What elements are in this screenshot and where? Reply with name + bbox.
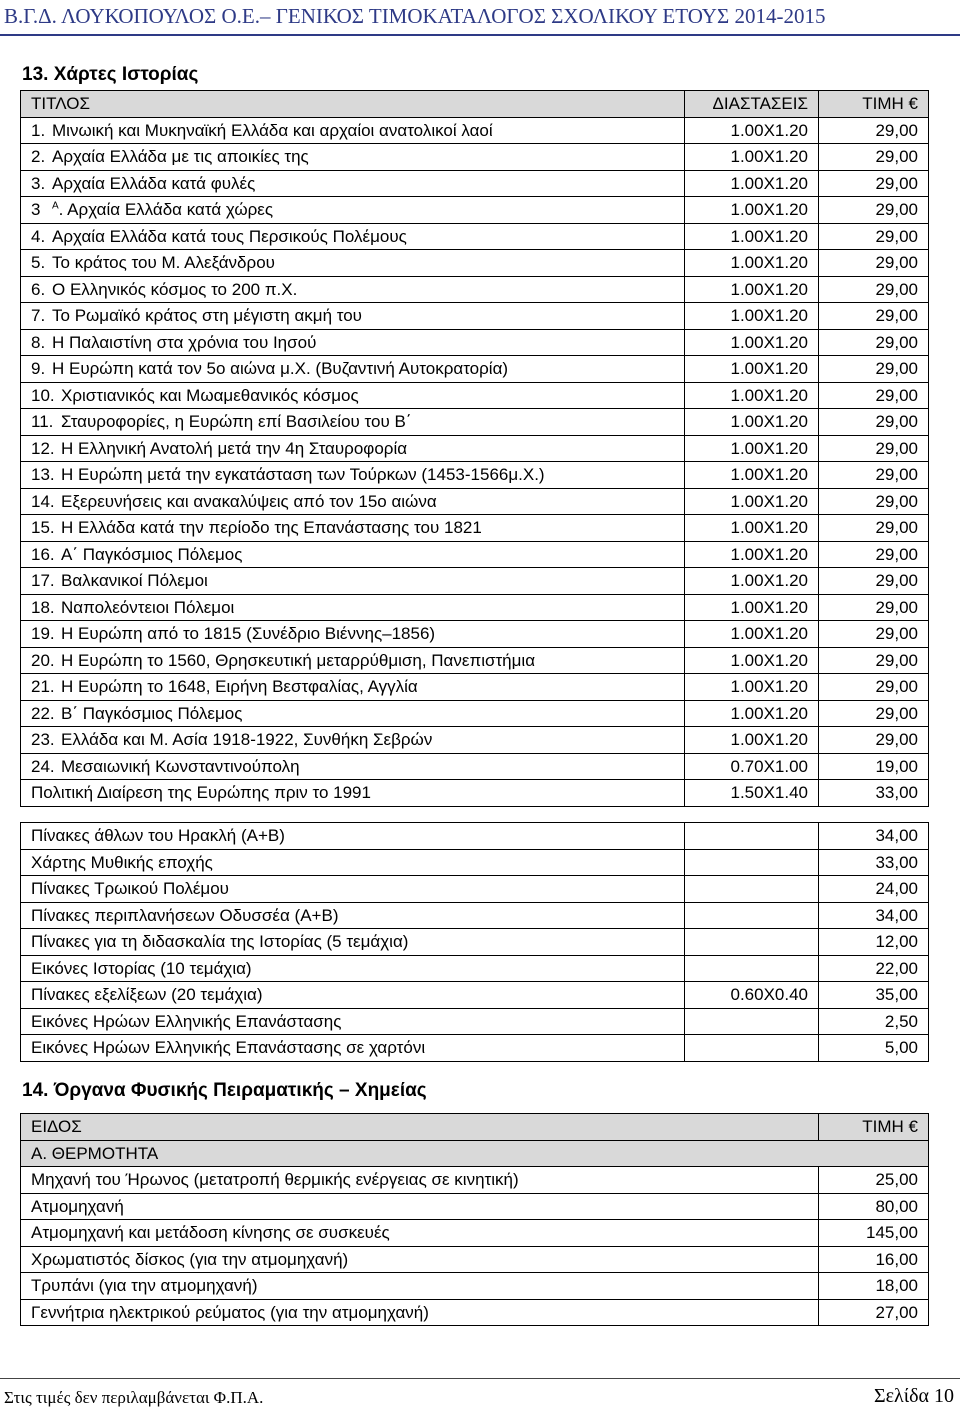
map-title-cell: [21, 329, 685, 356]
instrument-price: 27,00: [819, 1299, 929, 1326]
map-dimensions: 0.70Χ1.00: [685, 753, 819, 780]
map-title-cell: [21, 170, 685, 197]
chart-dimensions: 0.60Χ0.40: [685, 982, 819, 1009]
chart-dimensions: [685, 876, 819, 903]
map-number: 15.: [31, 518, 55, 538]
chart-title: Πίνακες για τη διδασκαλία της Ιστορίας (5 τεμάχια): [21, 929, 685, 956]
map-title: Αρχαία Ελλάδα κατά φυλές: [52, 173, 256, 193]
page-number: Σελίδα 10: [873, 1385, 954, 1407]
chart-price: 34,00: [819, 823, 929, 850]
table-row: [21, 700, 929, 727]
map-dimensions: 1.00Χ1.20: [685, 462, 819, 489]
map-number: 14.: [31, 491, 55, 511]
map-title-cell: [21, 515, 685, 542]
table-row: [21, 170, 929, 197]
chart-price: 2,50: [819, 1008, 929, 1035]
map-title-cell: [21, 356, 685, 383]
map-dimensions: 1.00Χ1.20: [685, 541, 819, 568]
header-kind-cell: ΕΙΔΟΣ: [21, 1114, 819, 1141]
table-row: [21, 727, 929, 754]
table-row: [21, 780, 929, 807]
table-row: [21, 1035, 929, 1062]
map-dimensions: 1.00Χ1.20: [685, 197, 819, 224]
table-row: [21, 876, 929, 903]
map-title-cell: [21, 276, 685, 303]
table-row: [21, 1193, 929, 1220]
map-dimensions: 1.00Χ1.20: [685, 329, 819, 356]
map-title-cell: [21, 541, 685, 568]
map-price: 29,00: [819, 462, 929, 489]
table-row: [21, 674, 929, 701]
instrument-title: Μηχανή του Ήρωνος (μετατροπή θερμικής ενέργειας σε κινητική): [21, 1167, 819, 1194]
table-row: [21, 823, 929, 850]
map-price: 33,00: [819, 780, 929, 807]
table-row: [21, 276, 929, 303]
map-title-cell: [21, 144, 685, 171]
instrument-title: Ατμομηχανή και μετάδοση κίνησης σε συσκευές: [21, 1220, 819, 1247]
map-title-cell: [21, 700, 685, 727]
map-price: 29,00: [819, 488, 929, 515]
map-title-cell: [21, 594, 685, 621]
map-title: Μεσαιωνική Κωνσταντινούπολη: [61, 756, 300, 776]
chart-title: Πίνακες περιπλανήσεων Οδυσσέα (Α+Β): [21, 902, 685, 929]
chart-dimensions: [685, 955, 819, 982]
map-title-cell: [21, 462, 685, 489]
table-row: [21, 929, 929, 956]
table-row: [21, 144, 929, 171]
map-price: 29,00: [819, 276, 929, 303]
table-row: [21, 647, 929, 674]
map-dimensions: 1.00Χ1.20: [685, 674, 819, 701]
category-label: Α. ΘΕΡΜΟΤΗΤΑ: [21, 1140, 929, 1167]
map-dimensions: 1.00Χ1.20: [685, 409, 819, 436]
map-number: 2.: [31, 147, 46, 167]
instrument-price: 25,00: [819, 1167, 929, 1194]
table-row: [21, 488, 929, 515]
map-title-cell: [21, 727, 685, 754]
map-dimensions: 1.50Χ1.40: [685, 780, 819, 807]
table-row: [21, 1273, 929, 1300]
map-title: Πολιτική Διαίρεση της Ευρώπης πριν το 1991: [31, 783, 371, 803]
map-dimensions: 1.00Χ1.20: [685, 515, 819, 542]
map-price: 29,00: [819, 303, 929, 330]
chart-price: 35,00: [819, 982, 929, 1009]
map-dimensions: 1.00Χ1.20: [685, 727, 819, 754]
map-number: 1.: [31, 120, 46, 140]
map-number: 11.: [31, 412, 54, 432]
header-price-cell: ΤΙΜΗ €: [819, 1114, 929, 1141]
category-row: [21, 1140, 929, 1167]
map-number: 19.: [31, 624, 55, 644]
map-title: Η Ελλάδα κατά την περίοδο της Επανάστασης του 1821: [61, 518, 482, 538]
map-number: 13.: [31, 465, 55, 485]
map-title-cell: [21, 250, 685, 277]
map-dimensions: 1.00Χ1.20: [685, 568, 819, 595]
table-row: [21, 1246, 929, 1273]
map-title: Η Ευρώπη μετά την εγκατάσταση των Τούρκων (1453-1566μ.Χ.): [61, 465, 545, 485]
table-header-row: [21, 1114, 929, 1141]
map-dimensions: 1.00Χ1.20: [685, 223, 819, 250]
map-title: Το κράτος του Μ. Αλεξάνδρου: [52, 253, 275, 273]
table-row: [21, 117, 929, 144]
chart-price: 12,00: [819, 929, 929, 956]
map-dimensions: 1.00Χ1.20: [685, 303, 819, 330]
map-number: 16.: [31, 544, 55, 564]
chart-dimensions: [685, 1035, 819, 1062]
table-row: [21, 541, 929, 568]
map-price: 29,00: [819, 647, 929, 674]
table-row: [21, 409, 929, 436]
map-price: 29,00: [819, 382, 929, 409]
chart-price: 24,00: [819, 876, 929, 903]
map-price: 29,00: [819, 541, 929, 568]
chart-dimensions: [685, 823, 819, 850]
map-price: 29,00: [819, 621, 929, 648]
table-row: [21, 594, 929, 621]
map-title-cell: [21, 568, 685, 595]
header-title-cell: ΤΙΤΛΟΣ: [21, 91, 685, 118]
map-title: Η Ελληνική Ανατολή μετά την 4η Σταυροφορία: [61, 438, 408, 458]
map-dimensions: 1.00Χ1.20: [685, 276, 819, 303]
table-header-row: [21, 91, 929, 118]
map-price: 29,00: [819, 515, 929, 542]
map-title-cell: [21, 409, 685, 436]
map-number: 17.: [31, 571, 55, 591]
map-title-cell: [21, 674, 685, 701]
map-price: 19,00: [819, 753, 929, 780]
chart-title: Εικόνες Ηρώων Ελληνικής Επανάστασης: [21, 1008, 685, 1035]
page-header: [0, 0, 960, 40]
map-price: 29,00: [819, 700, 929, 727]
instrument-price: 16,00: [819, 1246, 929, 1273]
map-dimensions: 1.00Χ1.20: [685, 356, 819, 383]
table-row: [21, 356, 929, 383]
map-price: 29,00: [819, 727, 929, 754]
chart-dimensions: [685, 1008, 819, 1035]
map-number: 21.: [31, 677, 55, 697]
table-row: [21, 382, 929, 409]
table-row: [21, 1008, 929, 1035]
map-dimensions: 1.00Χ1.20: [685, 647, 819, 674]
header-divider: [0, 34, 960, 36]
table-row: [21, 1167, 929, 1194]
map-number: 5.: [31, 253, 46, 273]
map-title-cell: [21, 780, 685, 807]
map-dimensions: 1.00Χ1.20: [685, 435, 819, 462]
history-maps-table: [20, 90, 929, 807]
map-price: 29,00: [819, 117, 929, 144]
header-title: Β.Γ.Δ. ΛΟΥΚΟΠΟΥΛΟΣ Ο.Ε.– ΓΕΝΙΚΟΣ ΤΙΜΟΚΑΤΑΛΟΓΟΣ ΣΧΟΛΙΚΟΥ ΕΤΟΥΣ 2014-2015: [4, 4, 826, 28]
table-row: [21, 982, 929, 1009]
map-number: 6.: [31, 279, 46, 299]
header-price-cell: ΤΙΜΗ €: [819, 91, 929, 118]
map-number: 12.: [31, 438, 55, 458]
table-row: [21, 849, 929, 876]
instrument-title: Χρωματιστός δίσκος (για την ατμομηχανή): [21, 1246, 819, 1273]
map-title: Σταυροφορίες, η Ευρώπη επί Βασιλείου του Β΄: [61, 412, 412, 432]
instrument-price: 80,00: [819, 1193, 929, 1220]
instrument-title: Ατμομηχανή: [21, 1193, 819, 1220]
map-title: Αρχαία Ελλάδα με τις αποικίες της: [52, 147, 309, 167]
table-row: [21, 435, 929, 462]
map-dimensions: 1.00Χ1.20: [685, 144, 819, 171]
map-number: 18.: [31, 597, 55, 617]
map-title: Β΄ Παγκόσμιος Πόλεμος: [61, 703, 243, 723]
map-number-superscript: Α: [52, 200, 59, 212]
map-price: 29,00: [819, 170, 929, 197]
map-title: Ναπολεόντειοι Πόλεμοι: [61, 597, 235, 617]
table-row: [21, 1299, 929, 1326]
map-title-cell: [21, 621, 685, 648]
chart-price: 33,00: [819, 849, 929, 876]
map-number: 4.: [31, 226, 46, 246]
table-row: [21, 197, 929, 224]
section-13-title: 13. Χάρτες Ιστορίας: [22, 64, 199, 85]
map-title-cell: [21, 303, 685, 330]
map-title: Α΄ Παγκόσμιος Πόλεμος: [61, 544, 243, 564]
map-title: Εξερευνήσεις και ανακαλύψεις από τον 15ο αιώνα: [61, 491, 437, 511]
map-price: 29,00: [819, 250, 929, 277]
map-title: . Αρχαία Ελλάδα κατά χώρες: [58, 200, 274, 220]
map-dimensions: 1.00Χ1.20: [685, 488, 819, 515]
map-dimensions: 1.00Χ1.20: [685, 382, 819, 409]
map-title-cell: [21, 223, 685, 250]
map-dimensions: 1.00Χ1.20: [685, 700, 819, 727]
table-row: [21, 568, 929, 595]
map-price: 29,00: [819, 144, 929, 171]
map-dimensions: 1.00Χ1.20: [685, 594, 819, 621]
map-dimensions: 1.00Χ1.20: [685, 170, 819, 197]
map-title: Η Ευρώπη το 1648, Ειρήνη Βεστφαλίας, Αγγλία: [61, 677, 418, 697]
table-row: [21, 753, 929, 780]
map-price: 29,00: [819, 435, 929, 462]
section-14-title: 14. Όργανα Φυσικής Πειραματικής – Χημείας: [22, 1080, 427, 1101]
map-title-cell: [21, 647, 685, 674]
vat-note: Στις τιμές δεν περιλαμβάνεται Φ.Π.Α.: [4, 1388, 264, 1407]
table-row: [21, 223, 929, 250]
lab-instruments-table: [20, 1113, 929, 1326]
instrument-title: Γεννήτρια ηλεκτρικού ρεύματος (για την ατμομηχανή): [21, 1299, 819, 1326]
map-title-cell: [21, 753, 685, 780]
chart-title: Πίνακες Τρωικού Πολέμου: [21, 876, 685, 903]
map-title: Χριστιανικός και Μωαμεθανικός κόσμος: [61, 385, 359, 405]
history-charts-table: [20, 822, 929, 1062]
chart-dimensions: [685, 902, 819, 929]
chart-title: Πίνακες εξελίξεων (20 τεμάχια): [21, 982, 685, 1009]
map-title: Η Παλαιστίνη στα χρόνια του Ιησού: [52, 332, 317, 352]
table-row: [21, 329, 929, 356]
map-number: 3.: [31, 173, 46, 193]
map-title: Ο Ελληνικός κόσμος το 200 π.Χ.: [52, 279, 298, 299]
map-title: Ελλάδα και Μ. Ασία 1918-1922, Συνθήκη Σεβρών: [61, 730, 433, 750]
map-price: 29,00: [819, 197, 929, 224]
map-number: 3: [31, 200, 41, 220]
instrument-price: 145,00: [819, 1220, 929, 1247]
instrument-title: Τρυπάνι (για την ατμομηχανή): [21, 1273, 819, 1300]
instrument-price: 18,00: [819, 1273, 929, 1300]
map-number: 10.: [31, 385, 55, 405]
table-row: [21, 515, 929, 542]
chart-dimensions: [685, 929, 819, 956]
table-row: [21, 303, 929, 330]
map-dimensions: 1.00Χ1.20: [685, 117, 819, 144]
map-title: Η Ευρώπη το 1560, Θρησκευτική μεταρρύθμιση, Πανεπιστήμια: [61, 650, 536, 670]
map-price: 29,00: [819, 329, 929, 356]
header-dimensions-cell: ΔΙΑΣΤΑΣΕΙΣ: [685, 91, 819, 118]
map-title: Αρχαία Ελλάδα κατά τους Περσικούς Πολέμους: [52, 226, 407, 246]
map-price: 29,00: [819, 568, 929, 595]
map-price: 29,00: [819, 674, 929, 701]
map-price: 29,00: [819, 594, 929, 621]
map-dimensions: 1.00Χ1.20: [685, 250, 819, 277]
map-title-cell: [21, 488, 685, 515]
map-title: Η Ευρώπη κατά τον 5ο αιώνα μ.Χ. (Βυζαντινή Αυτοκρατορία): [52, 359, 509, 379]
table-row: [21, 902, 929, 929]
map-number: 9.: [31, 359, 46, 379]
footer-divider: [0, 1378, 960, 1379]
map-title: Το Ρωμαϊκό κράτος στη μέγιστη ακμή του: [52, 306, 362, 326]
chart-title: Εικόνες Ηρώων Ελληνικής Επανάστασης σε χαρτόνι: [21, 1035, 685, 1062]
map-title-cell: [21, 117, 685, 144]
table-row: [21, 621, 929, 648]
map-title: Η Ευρώπη από το 1815 (Συνέδριο Βιέννης–1856): [61, 624, 436, 644]
map-number: 22.: [31, 703, 55, 723]
map-price: 29,00: [819, 409, 929, 436]
table-row: [21, 955, 929, 982]
chart-price: 5,00: [819, 1035, 929, 1062]
map-number: 23.: [31, 730, 55, 750]
map-number: 20.: [31, 650, 55, 670]
chart-price: 34,00: [819, 902, 929, 929]
map-number: 7.: [31, 306, 46, 326]
chart-title: Χάρτης Μυθικής εποχής: [21, 849, 685, 876]
map-number: 8.: [31, 332, 46, 352]
map-price: 29,00: [819, 356, 929, 383]
table-row: [21, 250, 929, 277]
map-price: 29,00: [819, 223, 929, 250]
map-title: Μινωική και Μυκηναϊκή Ελλάδα και αρχαίοι ανατολικοί λαοί: [52, 120, 493, 140]
map-number: 24.: [31, 756, 55, 776]
chart-dimensions: [685, 849, 819, 876]
chart-title: Πίνακες άθλων του Ηρακλή (Α+Β): [21, 823, 685, 850]
map-dimensions: 1.00Χ1.20: [685, 621, 819, 648]
table-row: [21, 462, 929, 489]
map-title-cell: [21, 197, 685, 224]
table-row: [21, 1220, 929, 1247]
map-title: Βαλκανικοί Πόλεμοι: [61, 571, 208, 591]
chart-title: Εικόνες Ιστορίας (10 τεμάχια): [21, 955, 685, 982]
map-title-cell: [21, 382, 685, 409]
map-title-cell: [21, 435, 685, 462]
chart-price: 22,00: [819, 955, 929, 982]
